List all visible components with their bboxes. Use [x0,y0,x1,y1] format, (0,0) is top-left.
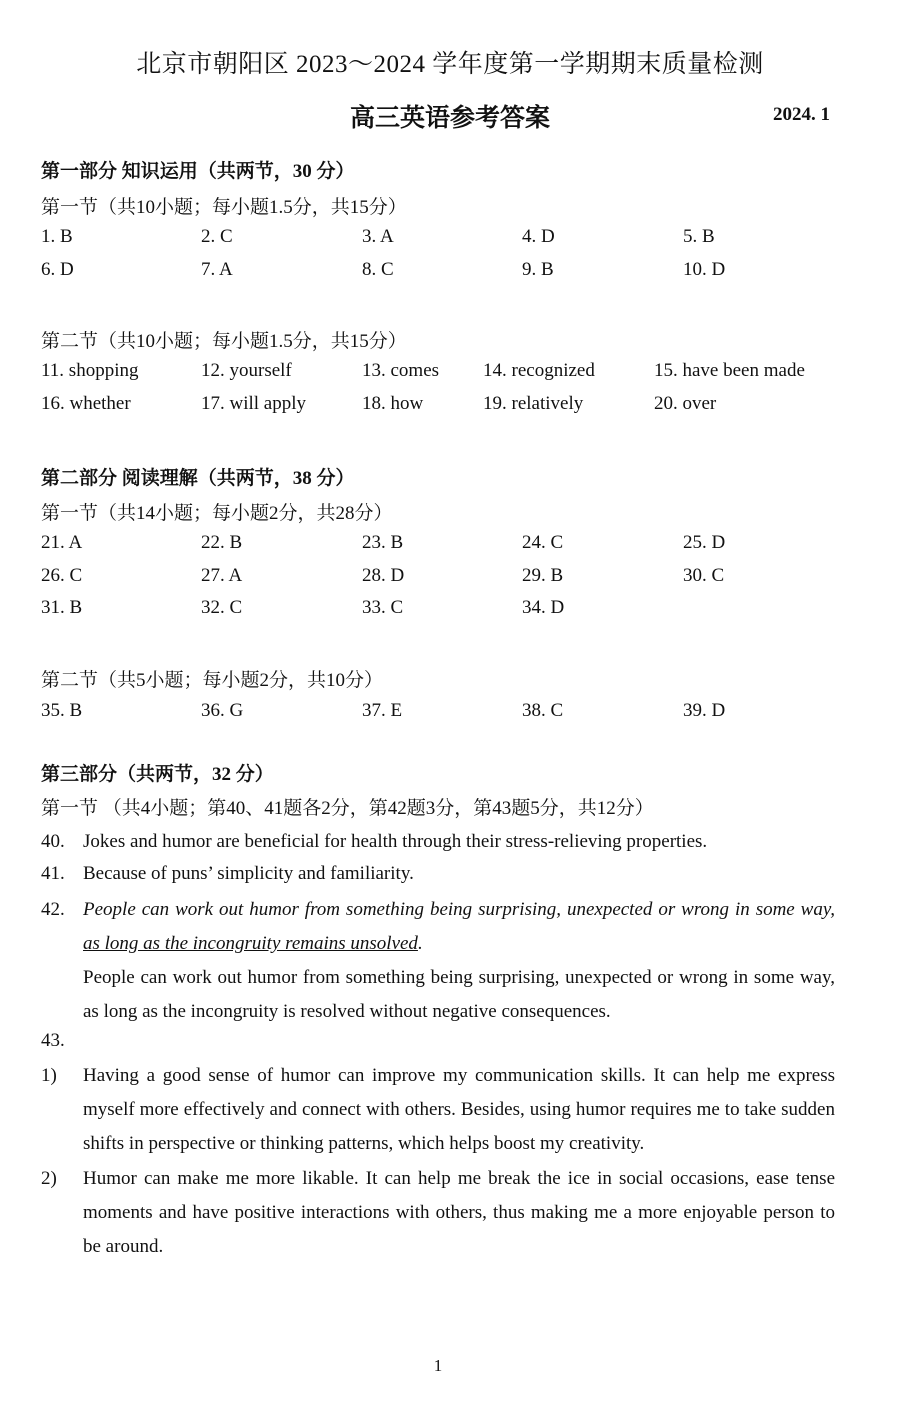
answer-item: 22. B [201,532,243,553]
part3-section1-label: 第一节 （共4小题；第40、41题各2分，第42题3分，第43题5分，共12分） [41,798,654,819]
answer-item: 35. B [41,700,83,721]
answer-item: 30. C [683,565,725,586]
answer-row [41,597,841,623]
answer-item: 33. C [362,597,404,618]
part1-section2-label: 第二节（共10小题；每小题1.5分，共15分） [41,331,407,352]
answer-item: 21. A [41,532,83,553]
document-title: 北京市朝阳区 2023～2024 学年度第一学期期末质量检测 [136,51,764,78]
answer-item: 3. A [362,226,394,247]
answer-row [41,360,841,386]
answer-item: 15. have been made [654,360,805,381]
answer-41 [41,857,835,891]
part2-heading: 第二部分 阅读理解（共两节，38 分） [41,468,355,489]
item-number: 1) [41,1065,57,1086]
part2-section2-label: 第二节（共5小题；每小题2分，共10分） [41,670,384,691]
answer-item: 29. B [522,565,564,586]
part3-heading: 第三部分（共两节，32 分） [41,764,274,785]
italic-statement: People can work out humor from something being surprising, unexpected or wrong in some way, [83,899,835,920]
answer-text: Jokes and humor are beneficial for health through their stress-relieving properties. [83,831,708,852]
question-number: 43. [41,1030,65,1051]
answer-42-statement [83,893,835,961]
answer-item: 4. D [522,226,555,247]
answer-item: 31. B [41,597,83,618]
answer-row [41,700,841,726]
question-number: 41. [41,863,65,884]
item-number: 2) [41,1168,57,1189]
answer-item: 10. D [683,259,726,280]
answer-43 [41,1024,835,1058]
answer-item: 2. C [201,226,233,247]
answer-item: 18. how [362,393,424,414]
answer-item: 9. B [522,259,554,280]
answer-item: 38. C [522,700,564,721]
end-punctuation: . [417,933,423,954]
answer-text: Because of puns’ simplicity and familiarity. [83,863,414,884]
answer-row [41,565,841,591]
answer-item: 28. D [362,565,405,586]
question-number: 40. [41,831,65,852]
answer-43-item-2 [41,1162,835,1264]
document-subtitle: 高三英语参考答案 [349,105,550,132]
underlined-error: as long as the incongruity remains unsolved [83,933,418,954]
answer-item: 37. E [362,700,403,721]
answer-item: 12. yourself [201,360,292,381]
answer-42 [41,893,835,1029]
answer-item: 8. C [362,259,394,280]
answer-item: 26. C [41,565,83,586]
answer-item: 16. whether [41,393,131,414]
answer-item: 39. D [683,700,726,721]
answer-row [41,532,841,558]
answer-42-correction: People can work out humor from something being surprising, unexpected or wrong in some way, as long as the incongruity is resolved without negative consequences. [83,967,835,1022]
page-number: 1 [433,1356,443,1375]
answer-43-item-1 [41,1059,835,1161]
answer-item: 23. B [362,532,404,553]
item-text: Humor can make me more likable. It can help me break the ice in social occasions, ease tense moments and have positive interactions with others, thus making me a more enjoyable person to be around. [83,1168,835,1257]
question-number: 42. [41,899,65,920]
answer-item: 27. A [201,565,243,586]
answer-item: 5. B [683,226,715,247]
answer-item: 19. relatively [483,393,584,414]
part1-section1-label: 第一节（共10小题；每小题1.5分，共15分） [41,197,407,218]
answer-item: 11. shopping [41,360,139,381]
answer-item: 17. will apply [201,393,307,414]
answer-item: 6. D [41,259,74,280]
answer-row [41,226,841,252]
answer-item: 36. G [201,700,244,721]
answer-item: 14. recognized [483,360,595,381]
item-text: Having a good sense of humor can improve my communication skills. It can help me express myself more effectively and connect with others. Besides, using humor requires me to take sudden shifts in perspective or thinking patterns, which helps boost my creativity. [83,1065,835,1154]
document-date: 2024. 1 [773,104,830,125]
answer-item: 1. B [41,226,73,247]
part2-section1-label: 第一节（共14小题；每小题2分，共28分） [41,503,393,524]
answer-40 [41,825,835,859]
answer-item: 32. C [201,597,243,618]
answer-item: 25. D [683,532,726,553]
answer-item: 7. A [201,259,233,280]
answer-row [41,259,841,285]
answer-item: 20. over [654,393,717,414]
answer-row [41,393,841,419]
part1-heading: 第一部分 知识运用（共两节，30 分） [41,161,355,182]
answer-item: 34. D [522,597,565,618]
answer-item: 24. C [522,532,564,553]
answer-item: 13. comes [362,360,440,381]
